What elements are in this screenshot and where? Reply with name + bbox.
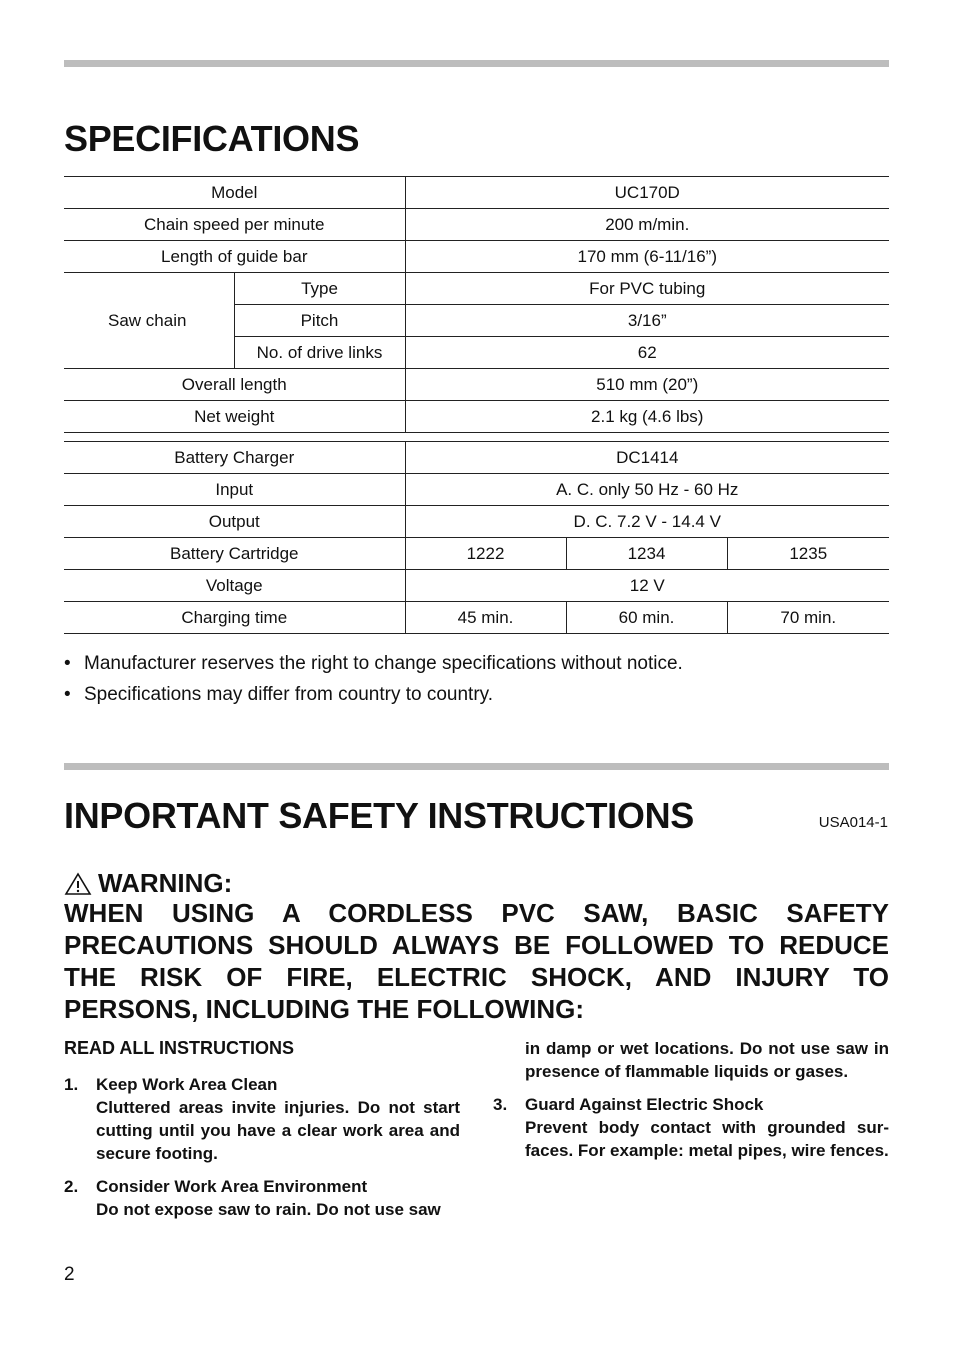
list-item <box>64 1073 460 1165</box>
spec-label: Charging time <box>64 602 405 634</box>
left-column <box>64 1037 460 1231</box>
item-text: in damp or wet locations. Do not use saw in presence of flammable liquids or gases. <box>525 1039 889 1081</box>
spec-label: Battery Cartridge <box>64 538 405 570</box>
section-rule <box>64 763 889 770</box>
warning-label: WARNING: <box>98 868 233 898</box>
charger-table <box>64 441 889 634</box>
specifications-table <box>64 176 889 433</box>
warning-text: WHEN USING A CORDLESS PVC SAW, BASIC SAFETY PRECAUTIONS SHOULD ALWAYS BE FOLLOWED TO REDUCE THE RISK OF FIRE, ELECTRIC SHOCK, AND INJURY TO PERSONS, INCLUDING THE FOLLOWING: <box>64 898 889 1024</box>
table-row <box>64 474 889 506</box>
spec-value: A. C. only 50 Hz - 60 Hz <box>405 474 889 506</box>
spec-value: D. C. 7.2 V - 14.4 V <box>405 506 889 538</box>
battery-model: 1234 <box>566 538 727 570</box>
item-text: Prevent body contact with grounded sur-faces. For example: metal pipes, wire fences. <box>525 1118 889 1160</box>
spec-value: 170 mm (6-11/16”) <box>405 241 889 273</box>
top-rule <box>64 60 889 67</box>
safety-title: INPORTANT SAFETY INSTRUCTIONS <box>64 795 694 836</box>
table-row <box>64 241 889 273</box>
spec-label: Chain speed per minute <box>64 209 405 241</box>
spec-label: Overall length <box>64 369 405 401</box>
page-number: 2 <box>64 1264 75 1285</box>
spec-value: DC1414 <box>405 442 889 474</box>
spec-label: Output <box>64 506 405 538</box>
specifications-title: SPECIFICATIONS <box>64 118 360 159</box>
doc-code: USA014-1 <box>818 814 888 831</box>
spec-label: Input <box>64 474 405 506</box>
spec-value: 3/16” <box>405 305 889 337</box>
table-row <box>64 401 889 433</box>
item-title: Keep Work Area Clean <box>96 1075 278 1094</box>
spec-value: 12 V <box>405 570 889 602</box>
saw-chain-label: Saw chain <box>64 273 234 369</box>
spec-label: Net weight <box>64 401 405 433</box>
table-row <box>64 442 889 474</box>
right-column <box>493 1037 889 1172</box>
spec-label: Length of guide bar <box>64 241 405 273</box>
charging-time: 60 min. <box>566 602 727 634</box>
spec-sublabel: Pitch <box>234 305 405 337</box>
spec-value: 62 <box>405 337 889 369</box>
list-item: • Specifications may differ from country to country. <box>64 683 889 714</box>
item-title: Consider Work Area Environment <box>96 1177 368 1196</box>
list-item <box>493 1093 889 1162</box>
table-row <box>64 369 889 401</box>
table-row <box>64 209 889 241</box>
table-row <box>64 177 889 209</box>
battery-model: 1222 <box>405 538 566 570</box>
list-item <box>64 1175 460 1221</box>
list-item-continued <box>493 1037 889 1083</box>
table-row <box>64 602 889 634</box>
spec-value: 2.1 kg (4.6 lbs) <box>405 401 889 433</box>
list-item: • Manufacturer reserves the right to change specifications without notice. <box>64 652 889 683</box>
spec-label: Battery Charger <box>64 442 405 474</box>
charging-time: 70 min. <box>727 602 889 634</box>
table-row <box>64 506 889 538</box>
table-row <box>64 570 889 602</box>
item-number: 3. <box>493 1095 508 1114</box>
charging-time: 45 min. <box>405 602 566 634</box>
spec-label: Voltage <box>64 570 405 602</box>
spec-value: For PVC tubing <box>405 273 889 305</box>
warning-heading <box>64 868 232 899</box>
warning-triangle-icon <box>64 872 92 896</box>
spec-sublabel: No. of drive links <box>234 337 405 369</box>
spec-sublabel: Type <box>234 273 405 305</box>
spec-label: Model <box>64 177 405 209</box>
spec-value: UC170D <box>405 177 889 209</box>
item-text: Do not expose saw to rain. Do not use saw <box>96 1200 441 1219</box>
battery-model: 1235 <box>727 538 889 570</box>
item-number: 1. <box>64 1075 79 1094</box>
item-text: Cluttered areas invite injuries. Do not start cutting until you have a clear work area and secure footing. <box>96 1098 460 1163</box>
spec-notes <box>64 652 889 714</box>
table-row <box>64 273 889 305</box>
item-title: Guard Against Electric Shock <box>525 1095 764 1114</box>
spec-value: 200 m/min. <box>405 209 889 241</box>
item-number: 2. <box>64 1177 79 1196</box>
spec-value: 510 mm (20”) <box>405 369 889 401</box>
table-row <box>64 538 889 570</box>
read-all-heading: READ ALL INSTRUCTIONS <box>64 1038 295 1058</box>
